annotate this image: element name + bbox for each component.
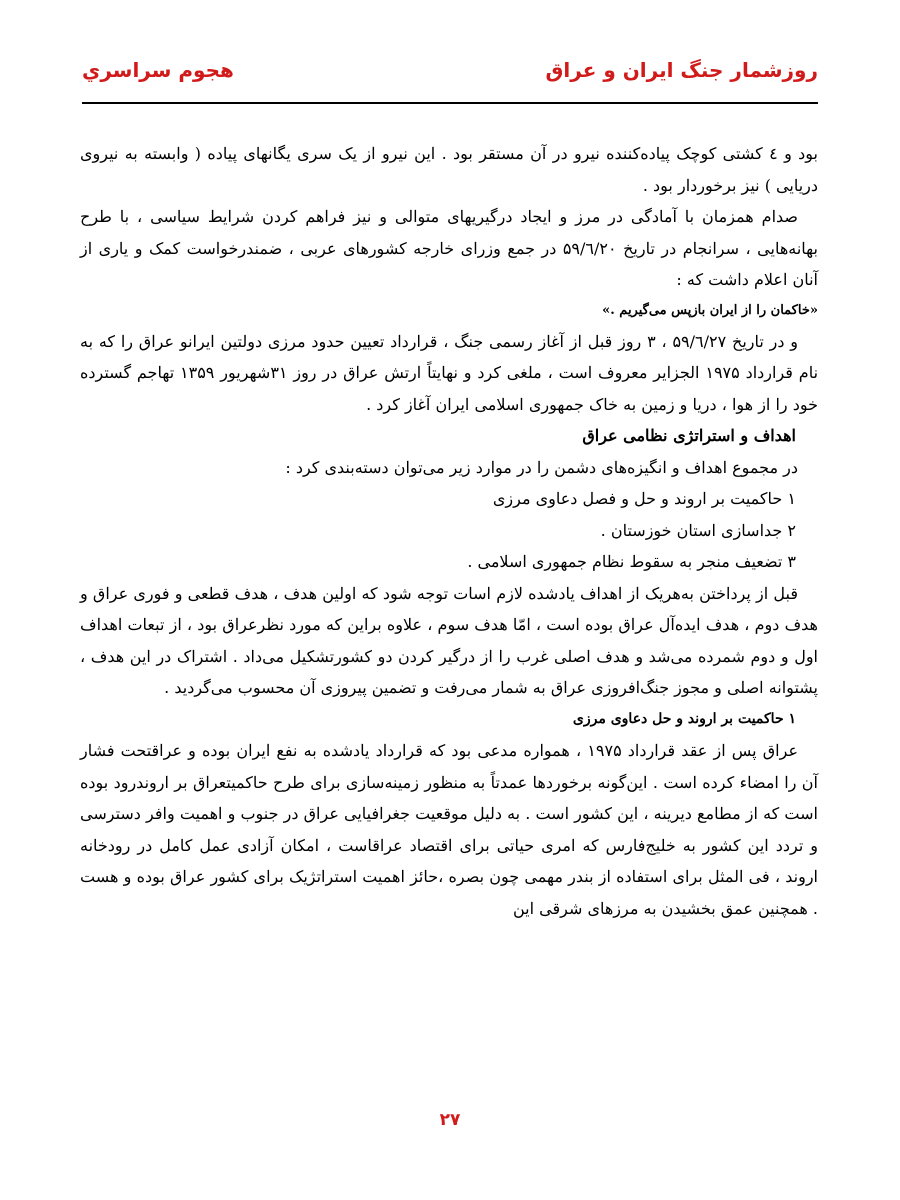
section-title: هجوم سراسري [82,58,234,82]
quote: «خاکمان را از ایران بازپس می‌گیریم .» [602,302,818,318]
subsection-heading: ۱ حاکمیت بر اروند و حل دعاوی مرزی [572,710,796,727]
goal-item-3: ۳ تضعیف منجر به سقوط نظام جمهوری اسلامی . [467,552,796,571]
paragraph-continued: بود و ٤ کشتی کوچک پیاده‌کننده نیرو در آن مستقر بود . این نیرو از یک سری یگانهای پیاده ( وابسته به نیروی دریایی ) نیز برخوردار بود . [80,144,818,195]
page-body [80,138,818,924]
page-number: ۲۷ [439,1110,461,1130]
paragraph-goals-analysis: قبل از پرداختن به‌هریک از اهداف یادشده لازم اسات توجه شود که اولین هدف ، هدف قطعی و فوری عراق و هدف دوم ، هدف ایده‌آل عراق بوده است ، امّا هدف سوم ، علاوه براین که مورد نظرعراق بود ، از تبعات اهداف اول و دوم شمرده می‌شد و هدف اصلی غرب را از درگیر کردن دو کشورتشکیل می‌داد . اشتراک در این هدف ، پشتوانه اصلی و مجوز جنگ‌افروزی عراق به شمار می‌رفت و تضمین پیروزی آن محسوب می‌گردید . [80,583,818,697]
book-title: روزشمار جنگ ایران و عراق [545,58,818,82]
goal-item-1: ۱ حاکمیت بر اروند و حل و فصل دعاوی مرزی [492,489,796,508]
paragraph-treaty-annulment: و در تاریخ ۵۹/٦/۲۷ ، ۳ روز قبل از آغاز رسمی جنگ ، قرارداد تعیین حدود مرزی دولتین ایرانو عراق را که به نام قرارداد ۱۹۷۵ الجزایر معروف است ، ملغی کرد و نهایتاً ارتش عراق در روز ۳۱شهریور ۱۳۵۹ تهاجم گسترده خود را از هوا ، دریا و زمین به خاک جمهوری اسلامی ایران آغاز کرد . [80,331,819,414]
paragraph-arvand: عراق پس از عقد قرارداد ۱۹۷۵ ، همواره مدعی بود که قرارداد یادشده به نفع ایران بوده و عراقتحت فشار آن را امضاء کرده است . این‌گونه برخوردها عمدتاً به منظور زمینه‌سازی برای طرح حاکمیتعراق بر اروندرود بوده است که از مطامع دیرینه ، این کشور است . به دلیل موقعیت جغرافیایی عراق در جنوب و اهمیت وافر دسترسی و تردد این کشور به خلیج‌فارس که امری حیاتی برای اقتصاد عراقاست ، امکان آزادی عمل کامل در رودخانه اروند ، فی المثل برای استفاده از بندر مهمی چون بصره ،حائز اهمیت استراتژیک برای کشور عراق بوده و هست . همچنین عمق بخشیدن به مرزهای شرقی این [80,741,818,918]
section-heading: اهداف و استراتژی نظامی عراق [582,426,796,445]
paragraph-saddam-demands: صدام همزمان با آمادگی در مرز و ایجاد درگیریهای متوالی و نیز فراهم کردن شرایط سیاسی ، با طرح بهانه‌هایی ، سرانجام در تاریخ ۵۹/٦/۲۰ در جمع وزرای خارجه کشورهای عربی ، ضمندرخواست کمک و یاری از آنان اعلام داشت که : [80,207,819,289]
goal-item-2: ۲ جداسازی استان خوزستان . [600,520,796,540]
paragraph-intro-goals: در مجموع اهداف و انگیزه‌های دشمن را در موارد زیر می‌توان دسته‌بندی کرد : [285,457,798,477]
page-header [82,44,818,104]
